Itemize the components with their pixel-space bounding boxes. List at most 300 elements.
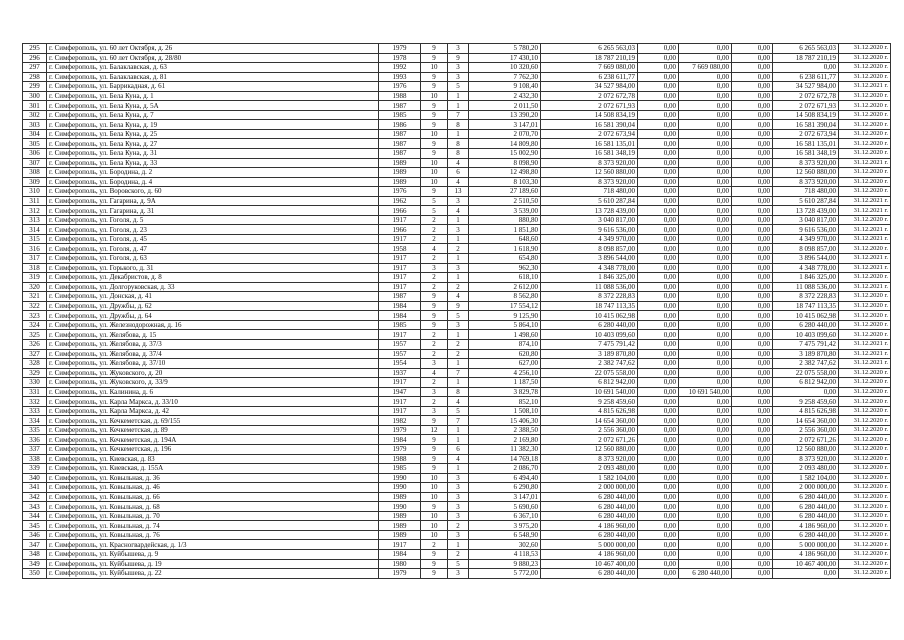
- cell-area: 654,80: [469, 254, 541, 264]
- cell-floors: 10: [421, 483, 448, 493]
- cell-floors: 9: [421, 569, 448, 579]
- cell-year-built: 1958: [379, 244, 421, 254]
- table-row: [23, 129, 891, 139]
- cell-address: г. Симферополь, ул. Бородина, д. 2: [47, 168, 379, 178]
- cell-deadline: 31.12.2020 г.: [839, 444, 891, 454]
- cell-area: 874,10: [469, 339, 541, 349]
- cell-total-cost: 2 072 671,93: [541, 101, 638, 111]
- cell-total-cost: 6 280 440,00: [541, 569, 638, 579]
- cell-area: 14 809,80: [469, 139, 541, 149]
- cell-fund-budget: 0,00: [638, 244, 679, 254]
- cell-year-built: 1917: [379, 540, 421, 550]
- cell-total-cost: 14 654 360,00: [541, 416, 638, 426]
- cell-area: 9 108,40: [469, 82, 541, 92]
- cell-address: г. Симферополь, ул. Жуковского, д. 33/9: [47, 378, 379, 388]
- table-row: [23, 435, 891, 445]
- cell-total-cost: 2 382 747,62: [541, 359, 638, 369]
- cell-owners-funds: 1 846 325,00: [773, 273, 839, 283]
- cell-row-number: 338: [23, 454, 47, 464]
- cell-address: г. Симферополь, ул. Гоголя, д. 63: [47, 254, 379, 264]
- cell-owners-funds: 6 280 440,00: [773, 320, 839, 330]
- cell-year-built: 1985: [379, 464, 421, 474]
- cell-fund-budget: 0,00: [638, 149, 679, 159]
- cell-entrances: 5: [448, 406, 469, 416]
- cell-total-cost: 8 373 920,00: [541, 454, 638, 464]
- cell-row-number: 324: [23, 320, 47, 330]
- cell-deadline: 31.12.2020 г.: [839, 72, 891, 82]
- cell-address: г. Симферополь, ул. Бела Куна, д. 19: [47, 120, 379, 130]
- cell-regional-budget: 0,00: [679, 292, 732, 302]
- cell-regional-budget: 0,00: [679, 549, 732, 559]
- cell-year-built: 1989: [379, 168, 421, 178]
- cell-floors: 9: [421, 320, 448, 330]
- cell-area: 620,80: [469, 349, 541, 359]
- cell-floors: 10: [421, 158, 448, 168]
- cell-deadline: 31.12.2021 г.: [839, 225, 891, 235]
- cell-total-cost: 718 480,00: [541, 187, 638, 197]
- cell-row-number: 348: [23, 549, 47, 559]
- cell-total-cost: 1 582 104,00: [541, 473, 638, 483]
- cell-address: г. Симферополь, ул. Ковыльная, д. 74: [47, 521, 379, 531]
- cell-regional-budget: 0,00: [679, 177, 732, 187]
- cell-total-cost: 6 280 440,00: [541, 530, 638, 540]
- cell-area: 852,10: [469, 397, 541, 407]
- cell-owners-funds: 2 072 673,94: [773, 129, 839, 139]
- table-row: [23, 110, 891, 120]
- cell-regional-budget: 0,00: [679, 359, 732, 369]
- cell-row-number: 320: [23, 282, 47, 292]
- cell-address: г. Симферополь, ул. Карла Маркса, д. 42: [47, 406, 379, 416]
- cell-owners-funds: 22 075 558,00: [773, 368, 839, 378]
- cell-regional-budget: 0,00: [679, 149, 732, 159]
- cell-fund-budget: 0,00: [638, 320, 679, 330]
- cell-year-built: 1966: [379, 225, 421, 235]
- cell-deadline: 31.12.2021 г.: [839, 196, 891, 206]
- cell-deadline: 31.12.2021 г.: [839, 359, 891, 369]
- cell-total-cost: 2 556 360,00: [541, 425, 638, 435]
- cell-floors: 9: [421, 53, 448, 63]
- cell-fund-budget: 0,00: [638, 540, 679, 550]
- cell-total-cost: 18 747 113,35: [541, 301, 638, 311]
- cell-deadline: 31.12.2020 г.: [839, 330, 891, 340]
- cell-local-budget: 0,00: [732, 110, 773, 120]
- cell-area: 17 430,10: [469, 53, 541, 63]
- cell-year-built: 1917: [379, 282, 421, 292]
- cell-local-budget: 0,00: [732, 82, 773, 92]
- cell-owners-funds: 6 280 440,00: [773, 502, 839, 512]
- cell-fund-budget: 0,00: [638, 110, 679, 120]
- cell-deadline: 31.12.2020 г.: [839, 101, 891, 111]
- cell-total-cost: 4 815 626,98: [541, 406, 638, 416]
- cell-row-number: 307: [23, 158, 47, 168]
- cell-address: г. Симферополь, ул. Куйбышева, д. 19: [47, 559, 379, 569]
- cell-regional-budget: 0,00: [679, 158, 732, 168]
- cell-fund-budget: 0,00: [638, 177, 679, 187]
- cell-floors: 9: [421, 559, 448, 569]
- housing-repair-table: [22, 43, 891, 579]
- cell-regional-budget: 0,00: [679, 349, 732, 359]
- cell-owners-funds: 9 616 536,00: [773, 225, 839, 235]
- cell-regional-budget: 0,00: [679, 454, 732, 464]
- cell-entrances: 5: [448, 82, 469, 92]
- cell-regional-budget: 0,00: [679, 234, 732, 244]
- cell-total-cost: 5 610 287,84: [541, 196, 638, 206]
- cell-deadline: 31.12.2020 г.: [839, 559, 891, 569]
- cell-address: г. Симферополь, ул. Ковыльная, д. 46: [47, 483, 379, 493]
- cell-owners-funds: 7 475 791,42: [773, 339, 839, 349]
- cell-owners-funds: 8 373 920,00: [773, 454, 839, 464]
- table-row: [23, 263, 891, 273]
- cell-entrances: 3: [448, 72, 469, 82]
- cell-fund-budget: 0,00: [638, 473, 679, 483]
- cell-year-built: 1984: [379, 549, 421, 559]
- cell-regional-budget: 0,00: [679, 244, 732, 254]
- table-row: [23, 44, 891, 54]
- cell-owners-funds: 3 189 870,80: [773, 349, 839, 359]
- cell-year-built: 1947: [379, 387, 421, 397]
- cell-area: 1 851,80: [469, 225, 541, 235]
- cell-local-budget: 0,00: [732, 44, 773, 54]
- cell-local-budget: 0,00: [732, 91, 773, 101]
- cell-year-built: 1993: [379, 72, 421, 82]
- cell-total-cost: 3 896 544,00: [541, 254, 638, 264]
- cell-deadline: 31.12.2021 г.: [839, 263, 891, 273]
- cell-row-number: 316: [23, 244, 47, 254]
- cell-row-number: 301: [23, 101, 47, 111]
- cell-local-budget: 0,00: [732, 158, 773, 168]
- cell-regional-budget: 0,00: [679, 196, 732, 206]
- cell-fund-budget: 0,00: [638, 206, 679, 216]
- cell-entrances: 9: [448, 53, 469, 63]
- cell-entrances: 4: [448, 292, 469, 302]
- cell-total-cost: 11 088 536,00: [541, 282, 638, 292]
- cell-deadline: 31.12.2020 г.: [839, 311, 891, 321]
- cell-owners-funds: 4 186 960,00: [773, 521, 839, 531]
- cell-area: 17 554,12: [469, 301, 541, 311]
- cell-row-number: 330: [23, 378, 47, 388]
- cell-year-built: 1957: [379, 339, 421, 349]
- cell-local-budget: 0,00: [732, 225, 773, 235]
- cell-total-cost: 22 075 558,00: [541, 368, 638, 378]
- cell-local-budget: 0,00: [732, 569, 773, 579]
- cell-entrances: 3: [448, 502, 469, 512]
- cell-year-built: 1917: [379, 397, 421, 407]
- cell-total-cost: 8 373 920,00: [541, 177, 638, 187]
- table-row: [23, 254, 891, 264]
- cell-area: 2 011,50: [469, 101, 541, 111]
- cell-total-cost: 6 280 440,00: [541, 511, 638, 521]
- cell-row-number: 335: [23, 425, 47, 435]
- cell-year-built: 1987: [379, 139, 421, 149]
- cell-entrances: 1: [448, 464, 469, 474]
- cell-row-number: 337: [23, 444, 47, 454]
- cell-floors: 2: [421, 234, 448, 244]
- table-row: [23, 359, 891, 369]
- table-row: [23, 206, 891, 216]
- cell-total-cost: 16 581 135,01: [541, 139, 638, 149]
- cell-local-budget: 0,00: [732, 53, 773, 63]
- cell-floors: 9: [421, 502, 448, 512]
- cell-address: г. Симферополь, ул. Куйбышева, д. 22: [47, 569, 379, 579]
- cell-address: г. Симферополь, ул. Желябова, д. 37/4: [47, 349, 379, 359]
- cell-floors: 2: [421, 225, 448, 235]
- cell-row-number: 318: [23, 263, 47, 273]
- cell-regional-budget: 0,00: [679, 473, 732, 483]
- cell-fund-budget: 0,00: [638, 444, 679, 454]
- cell-row-number: 321: [23, 292, 47, 302]
- cell-total-cost: 2 072 673,94: [541, 129, 638, 139]
- cell-area: 6 548,90: [469, 530, 541, 540]
- cell-row-number: 334: [23, 416, 47, 426]
- cell-fund-budget: 0,00: [638, 196, 679, 206]
- cell-local-budget: 0,00: [732, 168, 773, 178]
- cell-regional-budget: 10 691 540,00: [679, 387, 732, 397]
- cell-local-budget: 0,00: [732, 292, 773, 302]
- cell-entrances: 3: [448, 483, 469, 493]
- cell-owners-funds: 718 480,00: [773, 187, 839, 197]
- cell-total-cost: 6 265 563,03: [541, 44, 638, 54]
- cell-owners-funds: 14 508 834,19: [773, 110, 839, 120]
- cell-fund-budget: 0,00: [638, 82, 679, 92]
- cell-address: г. Симферополь, ул. Долгоруковская, д. 33: [47, 282, 379, 292]
- cell-area: 302,60: [469, 540, 541, 550]
- cell-year-built: 1937: [379, 368, 421, 378]
- cell-address: г. Симферополь, ул. Декабристов, д. 8: [47, 273, 379, 283]
- cell-area: 618,10: [469, 273, 541, 283]
- cell-address: г. Симферополь, ул. Кечкеметская, д. 89: [47, 425, 379, 435]
- cell-regional-budget: 0,00: [679, 339, 732, 349]
- cell-fund-budget: 0,00: [638, 53, 679, 63]
- cell-fund-budget: 0,00: [638, 282, 679, 292]
- cell-total-cost: 8 098 857,00: [541, 244, 638, 254]
- cell-total-cost: 2 000 000,00: [541, 483, 638, 493]
- cell-entrances: 1: [448, 129, 469, 139]
- table-row: [23, 168, 891, 178]
- table-row: [23, 483, 891, 493]
- cell-address: г. Симферополь, ул. Бела Куна, д. 31: [47, 149, 379, 159]
- cell-year-built: 1980: [379, 559, 421, 569]
- cell-regional-budget: 0,00: [679, 139, 732, 149]
- cell-floors: 10: [421, 511, 448, 521]
- cell-deadline: 31.12.2020 г.: [839, 320, 891, 330]
- cell-entrances: 13: [448, 187, 469, 197]
- cell-fund-budget: 0,00: [638, 387, 679, 397]
- cell-year-built: 1984: [379, 435, 421, 445]
- cell-address: г. Симферополь, ул. 60 лет Октября, д. 26: [47, 44, 379, 54]
- cell-owners-funds: 8 372 228,83: [773, 292, 839, 302]
- cell-total-cost: 6 280 440,00: [541, 502, 638, 512]
- cell-year-built: 1979: [379, 44, 421, 54]
- cell-deadline: 31.12.2020 г.: [839, 502, 891, 512]
- table-row: [23, 444, 891, 454]
- cell-fund-budget: 0,00: [638, 187, 679, 197]
- cell-address: г. Симферополь, ул. Жуковского, д. 20: [47, 368, 379, 378]
- cell-address: г. Симферополь, ул. Горького, д. 31: [47, 263, 379, 273]
- table-row: [23, 378, 891, 388]
- table-row: [23, 244, 891, 254]
- table-row: [23, 91, 891, 101]
- cell-address: г. Симферополь, ул. Бела Куна, д. 33: [47, 158, 379, 168]
- cell-owners-funds: 6 238 611,77: [773, 72, 839, 82]
- cell-local-budget: 0,00: [732, 301, 773, 311]
- cell-total-cost: 3 040 817,00: [541, 215, 638, 225]
- cell-local-budget: 0,00: [732, 387, 773, 397]
- cell-total-cost: 10 403 099,60: [541, 330, 638, 340]
- cell-fund-budget: 0,00: [638, 502, 679, 512]
- cell-owners-funds: 2 556 360,00: [773, 425, 839, 435]
- table-row: [23, 273, 891, 283]
- cell-regional-budget: 0,00: [679, 406, 732, 416]
- cell-deadline: 31.12.2020 г.: [839, 530, 891, 540]
- cell-entrances: 2: [448, 549, 469, 559]
- cell-deadline: 31.12.2020 г.: [839, 292, 891, 302]
- cell-fund-budget: 0,00: [638, 225, 679, 235]
- cell-area: 13 390,20: [469, 110, 541, 120]
- cell-deadline: 31.12.2020 г.: [839, 397, 891, 407]
- cell-entrances: 4: [448, 454, 469, 464]
- cell-year-built: 1989: [379, 158, 421, 168]
- cell-deadline: 31.12.2020 г.: [839, 53, 891, 63]
- cell-address: г. Симферополь, ул. Гагарина, д. 9А: [47, 196, 379, 206]
- table-row: [23, 177, 891, 187]
- cell-total-cost: 3 189 870,80: [541, 349, 638, 359]
- cell-deadline: 31.12.2020 г.: [839, 454, 891, 464]
- cell-row-number: 304: [23, 129, 47, 139]
- cell-total-cost: 4 186 960,00: [541, 521, 638, 531]
- cell-entrances: 2: [448, 521, 469, 531]
- cell-regional-budget: 0,00: [679, 320, 732, 330]
- cell-year-built: 1917: [379, 234, 421, 244]
- cell-row-number: 295: [23, 44, 47, 54]
- cell-local-budget: 0,00: [732, 359, 773, 369]
- cell-row-number: 309: [23, 177, 47, 187]
- cell-entrances: 4: [448, 158, 469, 168]
- cell-owners-funds: 3 040 817,00: [773, 215, 839, 225]
- table-row: [23, 397, 891, 407]
- cell-row-number: 345: [23, 521, 47, 531]
- cell-area: 1 618,90: [469, 244, 541, 254]
- cell-fund-budget: 0,00: [638, 158, 679, 168]
- cell-total-cost: 6 812 942,00: [541, 378, 638, 388]
- cell-regional-budget: 0,00: [679, 101, 732, 111]
- cell-row-number: 349: [23, 559, 47, 569]
- cell-address: г. Симферополь, ул. Гоголя, д. 47: [47, 244, 379, 254]
- table-row: [23, 416, 891, 426]
- cell-address: г. Симферополь, ул. Баррикадная, д. 61: [47, 82, 379, 92]
- cell-year-built: 1989: [379, 492, 421, 502]
- cell-local-budget: 0,00: [732, 330, 773, 340]
- cell-area: 8 098,90: [469, 158, 541, 168]
- cell-local-budget: 0,00: [732, 349, 773, 359]
- cell-deadline: 31.12.2020 г.: [839, 483, 891, 493]
- cell-fund-budget: 0,00: [638, 330, 679, 340]
- cell-local-budget: 0,00: [732, 406, 773, 416]
- cell-local-budget: 0,00: [732, 311, 773, 321]
- cell-year-built: 1957: [379, 349, 421, 359]
- cell-floors: 9: [421, 149, 448, 159]
- cell-year-built: 1917: [379, 215, 421, 225]
- cell-regional-budget: 0,00: [679, 120, 732, 130]
- cell-area: 1 498,60: [469, 330, 541, 340]
- cell-regional-budget: 0,00: [679, 368, 732, 378]
- cell-area: 627,00: [469, 359, 541, 369]
- cell-row-number: 339: [23, 464, 47, 474]
- cell-entrances: 6: [448, 444, 469, 454]
- cell-area: 14 769,18: [469, 454, 541, 464]
- cell-regional-budget: 0,00: [679, 502, 732, 512]
- cell-fund-budget: 0,00: [638, 359, 679, 369]
- cell-owners-funds: 0,00: [773, 387, 839, 397]
- cell-row-number: 344: [23, 511, 47, 521]
- table-row: [23, 521, 891, 531]
- cell-fund-budget: 0,00: [638, 492, 679, 502]
- cell-year-built: 1962: [379, 196, 421, 206]
- cell-address: г. Симферополь, ул. Кечкеметская, д. 69/155: [47, 416, 379, 426]
- cell-owners-funds: 18 787 210,19: [773, 53, 839, 63]
- cell-year-built: 1985: [379, 320, 421, 330]
- cell-area: 2 388,50: [469, 425, 541, 435]
- cell-local-budget: 0,00: [732, 254, 773, 264]
- cell-fund-budget: 0,00: [638, 549, 679, 559]
- cell-area: 10 320,60: [469, 63, 541, 73]
- cell-floors: 3: [421, 263, 448, 273]
- cell-fund-budget: 0,00: [638, 72, 679, 82]
- cell-local-budget: 0,00: [732, 530, 773, 540]
- cell-owners-funds: 6 280 440,00: [773, 492, 839, 502]
- cell-row-number: 346: [23, 530, 47, 540]
- cell-total-cost: 18 787 210,19: [541, 53, 638, 63]
- cell-deadline: 31.12.2020 г.: [839, 521, 891, 531]
- table-row: [23, 549, 891, 559]
- cell-year-built: 1989: [379, 511, 421, 521]
- cell-regional-budget: 0,00: [679, 282, 732, 292]
- cell-local-budget: 0,00: [732, 521, 773, 531]
- cell-address: г. Симферополь, ул. Желябова, д. 15: [47, 330, 379, 340]
- cell-deadline: 31.12.2020 г.: [839, 273, 891, 283]
- cell-regional-budget: 0,00: [679, 110, 732, 120]
- cell-year-built: 1984: [379, 311, 421, 321]
- cell-entrances: 3: [448, 320, 469, 330]
- table-row: [23, 511, 891, 521]
- cell-address: г. Симферополь, ул. Ковыльная, д. 70: [47, 511, 379, 521]
- cell-owners-funds: 6 280 440,00: [773, 530, 839, 540]
- cell-area: 6 290,80: [469, 483, 541, 493]
- cell-fund-budget: 0,00: [638, 521, 679, 531]
- table-row: [23, 149, 891, 159]
- cell-deadline: 31.12.2020 г.: [839, 378, 891, 388]
- cell-regional-budget: 0,00: [679, 206, 732, 216]
- cell-year-built: 1979: [379, 444, 421, 454]
- cell-owners-funds: 3 896 544,00: [773, 254, 839, 264]
- table-row: [23, 215, 891, 225]
- cell-area: 5 780,20: [469, 44, 541, 54]
- cell-local-budget: 0,00: [732, 139, 773, 149]
- cell-deadline: 31.12.2020 г.: [839, 492, 891, 502]
- cell-owners-funds: 0,00: [773, 63, 839, 73]
- cell-floors: 9: [421, 292, 448, 302]
- cell-regional-budget: 0,00: [679, 464, 732, 474]
- cell-local-budget: 0,00: [732, 120, 773, 130]
- cell-floors: 10: [421, 492, 448, 502]
- cell-regional-budget: 0,00: [679, 511, 732, 521]
- cell-local-budget: 0,00: [732, 339, 773, 349]
- cell-floors: 9: [421, 435, 448, 445]
- cell-deadline: 31.12.2020 г.: [839, 129, 891, 139]
- cell-year-built: 1992: [379, 63, 421, 73]
- cell-deadline: 31.12.2020 г.: [839, 473, 891, 483]
- cell-year-built: 1989: [379, 521, 421, 531]
- cell-local-budget: 0,00: [732, 540, 773, 550]
